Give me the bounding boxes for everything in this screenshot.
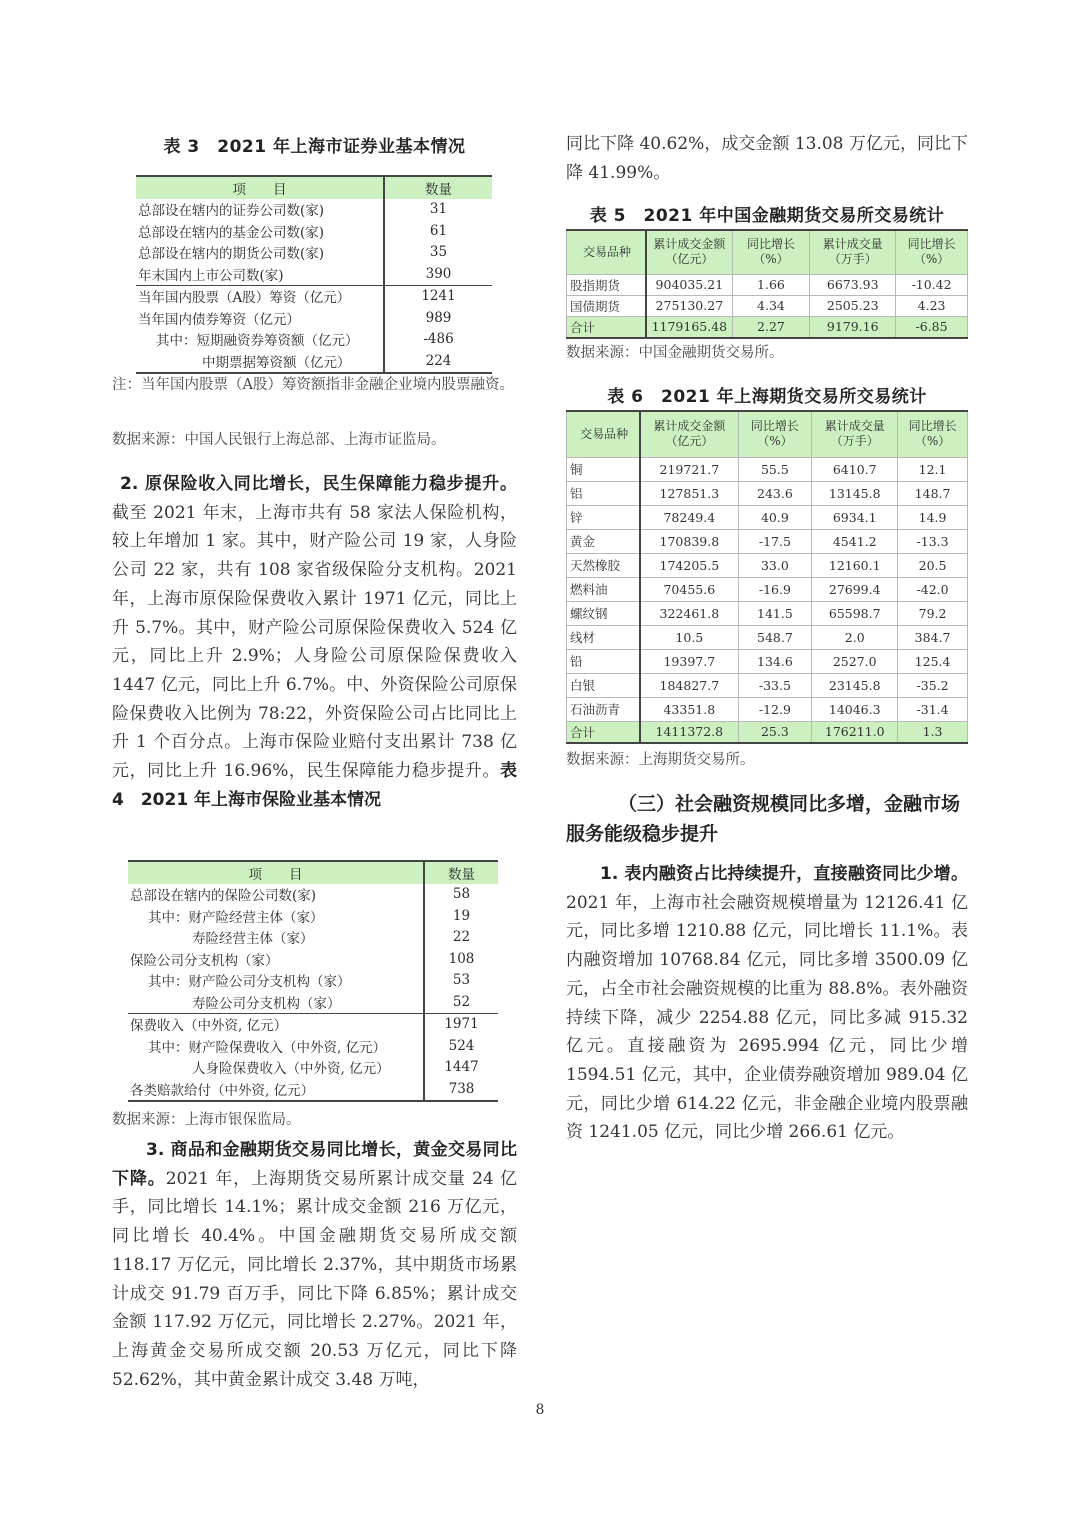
table3-header [136,176,492,199]
cell: 6934.1 [812,505,898,529]
table-row [136,307,492,329]
cell: 134.6 [738,649,812,673]
cell: 6673.93 [810,274,896,295]
row-item: 总部设在辖内的基金公司数(家) [138,224,325,241]
page-number: 8 [535,1402,545,1418]
cell: 125.4 [898,649,968,673]
cell: 2.27 [732,316,810,338]
cell: -35.2 [898,673,968,697]
table-row [567,577,968,601]
row-item: 保险公司分支机构（家） [130,952,279,969]
cell: 燃料油 [567,577,641,601]
table-row [128,1035,498,1057]
cell: 白银 [567,673,641,697]
section2-heading: 2. 原保险收入同比增长，民生保障能力稳步提升。 [120,474,517,494]
table-row [567,505,968,529]
row-value: -486 [384,329,492,351]
cell: 黄金 [567,529,641,553]
cell: 国债期货 [567,295,647,316]
table5-caption: 表 5 2021 年中国金融期货交易所交易统计 [589,206,945,226]
cell: -6.85 [896,316,968,338]
part3-heading: （三）社会融资规模同比多增，金融市场服务能级稳步提升 [566,793,961,845]
cell: 243.6 [738,481,812,505]
cell: 148.7 [898,481,968,505]
table-row [567,625,968,649]
row-item: 总部设在辖内的保险公司数(家) [130,888,317,905]
cell: 铝 [567,481,641,505]
table-row [136,199,492,221]
cell: 铅 [567,649,641,673]
section3-text: 2021 年，上海期货交易所累计成交量 24 亿手，同比增长 14.1%；累计成交金额 216 万亿元，同比增长 40.4%。中国金融期货交易所成交额 118.17 万亿元，同比增长 2.37%，其中期货市场累计成交 91.79 百万手，同比下降 6.85%；累计成交金额 117.92 万亿元，同比增长 2.27%。2021 年，上海黄金交易所成交额 20.53 万亿元，同比下降 52.62%，其中黄金累计成交 3.48 万吨， [112,1168,518,1390]
cell: 13145.8 [812,481,898,505]
section3-paragraph [112,1136,517,1394]
row-value: 22 [424,927,498,949]
row-item: 总部设在辖内的期货公司数(家) [138,246,325,263]
table-total-row [567,316,968,338]
header-cell: 交易品种 [567,411,641,457]
cell: 65598.7 [812,601,898,625]
table-row [567,274,968,295]
row-item: 年末国内上市公司数(家) [138,267,284,284]
cell: 25.3 [738,721,812,743]
cell: -31.4 [898,697,968,721]
table6 [566,410,968,744]
table5-header [567,230,968,274]
section2-paragraph [112,470,517,814]
cell: 线材 [567,625,641,649]
row-value: 19 [424,905,498,927]
table-row [128,991,498,1013]
cell: 14.9 [898,505,968,529]
cell: 14046.3 [812,697,898,721]
part3-subheading: 1. 表内融资占比持续提升，直接融资同比少增。 [600,864,968,884]
row-value: 53 [424,970,498,992]
table-row [136,329,492,351]
table-total-row [567,721,968,743]
table-row [136,242,492,264]
cell: 27699.4 [812,577,898,601]
row-item: 其中：财产险经营主体（家） [148,909,324,926]
part3-text: 2021 年，上海市社会融资规模增量为 12126.41 亿元，同比多增 1210.88 亿元，同比增长 11.1%。表内融资增加 10768.84 亿元，同比多增 3500.09 亿元，占全市社会融资规模的比重为 88.8%。表外融资持续下降，减少 2254.88 亿元，同比多减 915.32 亿元。直接融资为 2695.994 亿元，同比少增 1594.51 亿元，其中，企业债券融资增加 989.04 亿元，同比少增 614.22 亿元，非金融企业境内股票融资 1241.05 亿元，同比少增 266.61 亿元。 [566,892,968,1143]
cell: 4.34 [732,295,810,316]
table4-header [128,861,498,884]
table-row [136,263,492,285]
table-row [128,884,498,906]
row-value: 108 [424,948,498,970]
cell: 4.23 [896,295,968,316]
cell: 12160.1 [812,553,898,577]
row-value: 224 [384,350,492,373]
cell: 23145.8 [812,673,898,697]
header-cell: 累计成交金额（亿元） [646,230,732,274]
header-cell: 同比增长（%） [898,411,968,457]
table5 [566,229,968,339]
table3-source: 数据来源：中国人民银行上海总部、上海市证监局。 [112,432,446,448]
table-row [128,1013,498,1035]
cell: 141.5 [738,601,812,625]
row-item: 其中：财产险保费收入（中外资, 亿元） [148,1039,387,1056]
table4-source: 数据来源：上海市银保监局。 [112,1112,301,1128]
table-row [128,948,498,970]
table4-header-value: 数量 [424,861,498,884]
cell: 锌 [567,505,641,529]
cell: 43351.8 [640,697,738,721]
row-item: 寿险经营主体（家） [192,931,314,948]
table-row [128,927,498,949]
cell: -17.5 [738,529,812,553]
cell: 548.7 [738,625,812,649]
cell: 176211.0 [812,721,898,743]
table-row [128,970,498,992]
cell: 2.0 [812,625,898,649]
row-value: 1447 [424,1057,498,1079]
cell: 2527.0 [812,649,898,673]
cell: 10.5 [640,625,738,649]
header-cell: 累计成交量（万手） [810,230,896,274]
cell: 12.1 [898,457,968,481]
row-value: 524 [424,1035,498,1057]
cell: -12.9 [738,697,812,721]
cell: 127851.3 [640,481,738,505]
table3 [136,175,492,374]
table4-header-item: 项 目 [128,861,424,884]
cell: 40.9 [738,505,812,529]
cell: -13.3 [898,529,968,553]
table3-header-item: 项 目 [136,176,384,199]
cell: 合计 [567,721,641,743]
table-row [136,220,492,242]
table-row [567,529,968,553]
header-cell: 累计成交金额（亿元） [640,411,738,457]
section3-continuation: 同比下降 40.62%，成交金额 13.08 万亿元，同比下降 41.99%。 [566,134,968,183]
cell: 合计 [567,316,647,338]
table-row [567,673,968,697]
section2-text: 截至 2021 年末，上海市共有 58 家法人保险机构，较上年增加 1 家。其中，财产险公司 19 家，人身险公司 22 家，共有 108 家省级保险分支机构。2021 年，上海市原保险保费收入累计 1971 亿元，同比上升 5.7%。其中，财产险公司原保险保费收入 524 亿元，同比上升 2.9%；人身险公司原保险保费收入 1447 亿元，同比上升 6.7%。中、外资保险公司原保险保费收入比例为 78:22，外资保险公司占比同比上升 1 个百分点。上海市保险业赔付支出累计 738 亿元，同比上升 16.96%，民生保障能力稳步提升。 [112,502,517,782]
row-item: 寿险公司分支机构（家） [192,995,341,1012]
cell: 174205.5 [640,553,738,577]
table5-source: 数据来源：中国金融期货交易所。 [566,345,784,361]
header-cell: 累计成交量（万手） [812,411,898,457]
cell: -10.42 [896,274,968,295]
table-row [128,905,498,927]
row-item: 各类赔款给付（中外资, 亿元） [128,1078,424,1101]
cell: 275130.27 [646,295,732,316]
cell: 9179.16 [810,316,896,338]
cell: 170839.8 [640,529,738,553]
cell: 铜 [567,457,641,481]
row-value: 31 [384,199,492,221]
table-row [567,295,968,316]
table-row [567,601,968,625]
table4-caption: 表 4 2021 年上海市保险业基本情况 [112,761,517,810]
table6-header [567,411,968,457]
row-value: 52 [424,991,498,1013]
header-cell: 交易品种 [567,230,647,274]
row-item: 当年国内股票（A股）筹资（亿元） [136,285,384,307]
table-row [567,553,968,577]
cell: 79.2 [898,601,968,625]
row-item: 其中：短期融资券筹资额（亿元） [156,333,359,350]
cell: 天然橡胶 [567,553,641,577]
table-row [567,649,968,673]
row-item: 其中：财产险公司分支机构（家） [148,974,351,991]
row-value: 1241 [384,285,492,307]
row-value: 1971 [424,1013,498,1035]
table-row [567,697,968,721]
row-item: 中期票据筹资额（亿元） [136,350,384,373]
table-row [567,457,968,481]
cell: 20.5 [898,553,968,577]
section3-heading: 3. 商品和金融期货交易同比增长，黄金交易同比下降。 [112,1140,517,1189]
cell: 322461.8 [640,601,738,625]
table-row [136,350,492,373]
row-item: 当年国内债券筹资（亿元） [138,311,300,328]
row-value: 61 [384,220,492,242]
cell: 904035.21 [646,274,732,295]
header-cell: 同比增长（%） [896,230,968,274]
row-value: 738 [424,1078,498,1101]
cell: 4541.2 [812,529,898,553]
row-value: 35 [384,242,492,264]
row-item: 总部设在辖内的证券公司数(家) [138,203,325,220]
table3-note: 注：当年国内股票（A股）筹资额指非金融企业境内股票融资。 [112,377,514,393]
part3-paragraph [566,860,968,1147]
row-value: 390 [384,263,492,285]
cell: 1179165.48 [646,316,732,338]
cell: 55.5 [738,457,812,481]
cell: 1411372.8 [640,721,738,743]
table-row [136,285,492,307]
cell: 219721.7 [640,457,738,481]
cell: 33.0 [738,553,812,577]
cell: 2505.23 [810,295,896,316]
cell: 股指期货 [567,274,647,295]
table4 [128,860,498,1102]
cell: 石油沥青 [567,697,641,721]
cell: -42.0 [898,577,968,601]
cell: 1.66 [732,274,810,295]
cell: 70455.6 [640,577,738,601]
row-value: 989 [384,307,492,329]
table3-header-value: 数量 [384,176,492,199]
cell: 螺纹钢 [567,601,641,625]
table6-source: 数据来源：上海期货交易所。 [566,752,755,768]
table-row [567,481,968,505]
row-value: 58 [424,884,498,906]
table-row [128,1078,498,1101]
cell: 1.3 [898,721,968,743]
cell: 78249.4 [640,505,738,529]
header-cell: 同比增长（%） [732,230,810,274]
table6-caption: 表 6 2021 年上海期货交易所交易统计 [607,387,927,407]
table-row [128,1057,498,1079]
cell: -33.5 [738,673,812,697]
row-item: 保费收入（中外资, 亿元） [128,1013,424,1035]
header-cell: 同比增长（%） [738,411,812,457]
row-item: 人身险保费收入（中外资, 亿元） [192,1061,390,1078]
cell: 384.7 [898,625,968,649]
table3-caption: 表 3 2021 年上海市证券业基本情况 [163,137,466,157]
cell: 6410.7 [812,457,898,481]
cell: 184827.7 [640,673,738,697]
cell: -16.9 [738,577,812,601]
cell: 19397.7 [640,649,738,673]
